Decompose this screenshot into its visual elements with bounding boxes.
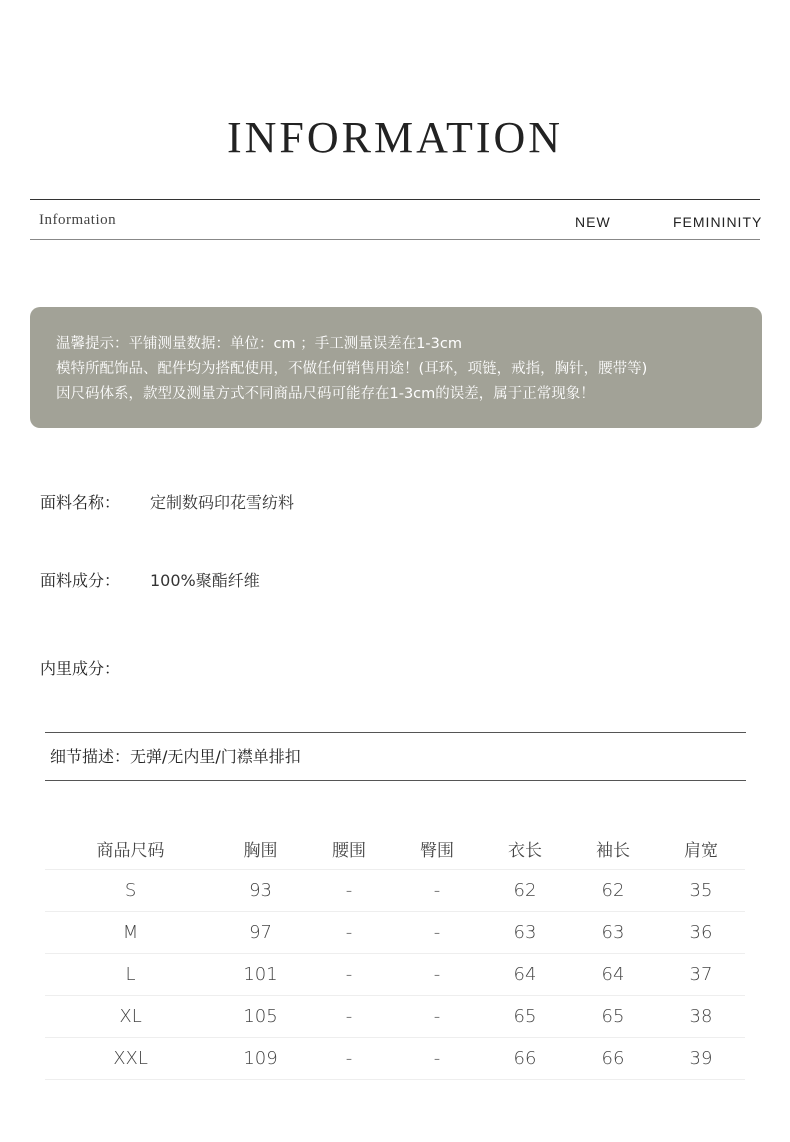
table-cell: 37 (657, 954, 745, 996)
field-label: 面料成分： (40, 571, 121, 590)
field-value: 100%聚酯纤维 (150, 571, 260, 590)
table-row (45, 912, 745, 954)
field-label: 面料名称： (40, 493, 121, 512)
column-header: 袖长 (569, 827, 657, 870)
detail-description (50, 744, 301, 767)
table-cell: - (393, 870, 481, 912)
divider-top (30, 199, 760, 200)
table-cell: - (305, 1038, 393, 1080)
table-cell: - (305, 996, 393, 1038)
table-row (45, 870, 745, 912)
column-header: 胸围 (216, 827, 305, 870)
table-cell: 64 (569, 954, 657, 996)
table-cell: - (393, 996, 481, 1038)
table-cell: 66 (481, 1038, 569, 1080)
table-cell: L (45, 954, 216, 996)
subheader-information: Information (39, 212, 117, 228)
table-cell: 101 (216, 954, 305, 996)
table-cell: 63 (481, 912, 569, 954)
table-row (45, 996, 745, 1038)
detail-divider-bottom (45, 780, 746, 781)
table-row (45, 954, 745, 996)
table-cell: 62 (569, 870, 657, 912)
table-row (45, 1038, 745, 1080)
size-table (45, 827, 745, 1080)
page-title: INFORMATION (226, 113, 564, 162)
table-cell: M (45, 912, 216, 954)
column-header: 商品尺码 (45, 827, 216, 870)
fabric-composition-field (40, 568, 260, 591)
table-cell: - (305, 870, 393, 912)
column-header: 腰围 (305, 827, 393, 870)
table-cell: 105 (216, 996, 305, 1038)
notice-line: 因尺码体系，款型及测量方式不同商品尺码可能存在1-3cm的误差，属于正常现象！ (56, 386, 595, 402)
table-cell: 109 (216, 1038, 305, 1080)
table-cell: - (393, 954, 481, 996)
table-header-row (45, 827, 745, 870)
field-value: 定制数码印花雪纺料 (150, 493, 295, 512)
table-cell: XXL (45, 1038, 216, 1080)
notice-line: 温馨提示：平铺测量数据：单位：cm ；手工测量误差在1-3cm (56, 336, 462, 352)
table-cell: 35 (657, 870, 745, 912)
table-cell: - (393, 1038, 481, 1080)
table-cell: 65 (569, 996, 657, 1038)
detail-value: 无弹/无内里/门襟单排扣 (130, 747, 301, 766)
table-cell: 97 (216, 912, 305, 954)
detail-divider-top (45, 732, 746, 733)
column-header: 臀围 (393, 827, 481, 870)
table-cell: 63 (569, 912, 657, 954)
table-cell: 62 (481, 870, 569, 912)
table-cell: 65 (481, 996, 569, 1038)
table-cell: - (393, 912, 481, 954)
notice-box (30, 307, 762, 428)
table-cell: 39 (657, 1038, 745, 1080)
fabric-name-field (40, 490, 295, 513)
table-cell: XL (45, 996, 216, 1038)
divider-bottom (30, 239, 760, 240)
detail-label: 细节描述： (50, 747, 131, 766)
column-header: 肩宽 (657, 827, 745, 870)
table-cell: 36 (657, 912, 745, 954)
table-cell: 66 (569, 1038, 657, 1080)
notice-line: 模特所配饰品、配件均为搭配使用，不做任何销售用途！(耳环，项链，戒指，胸针，腰带等) (56, 361, 648, 377)
lining-composition-field (40, 656, 120, 679)
table-cell: S (45, 870, 216, 912)
subheader-new: NEW (575, 214, 611, 230)
column-header: 衣长 (481, 827, 569, 870)
subheader-femininity: FEMININITY (673, 214, 763, 230)
field-label: 内里成分： (40, 659, 121, 678)
table-cell: 64 (481, 954, 569, 996)
table-cell: - (305, 912, 393, 954)
table-cell: 93 (216, 870, 305, 912)
table-cell: 38 (657, 996, 745, 1038)
table-cell: - (305, 954, 393, 996)
